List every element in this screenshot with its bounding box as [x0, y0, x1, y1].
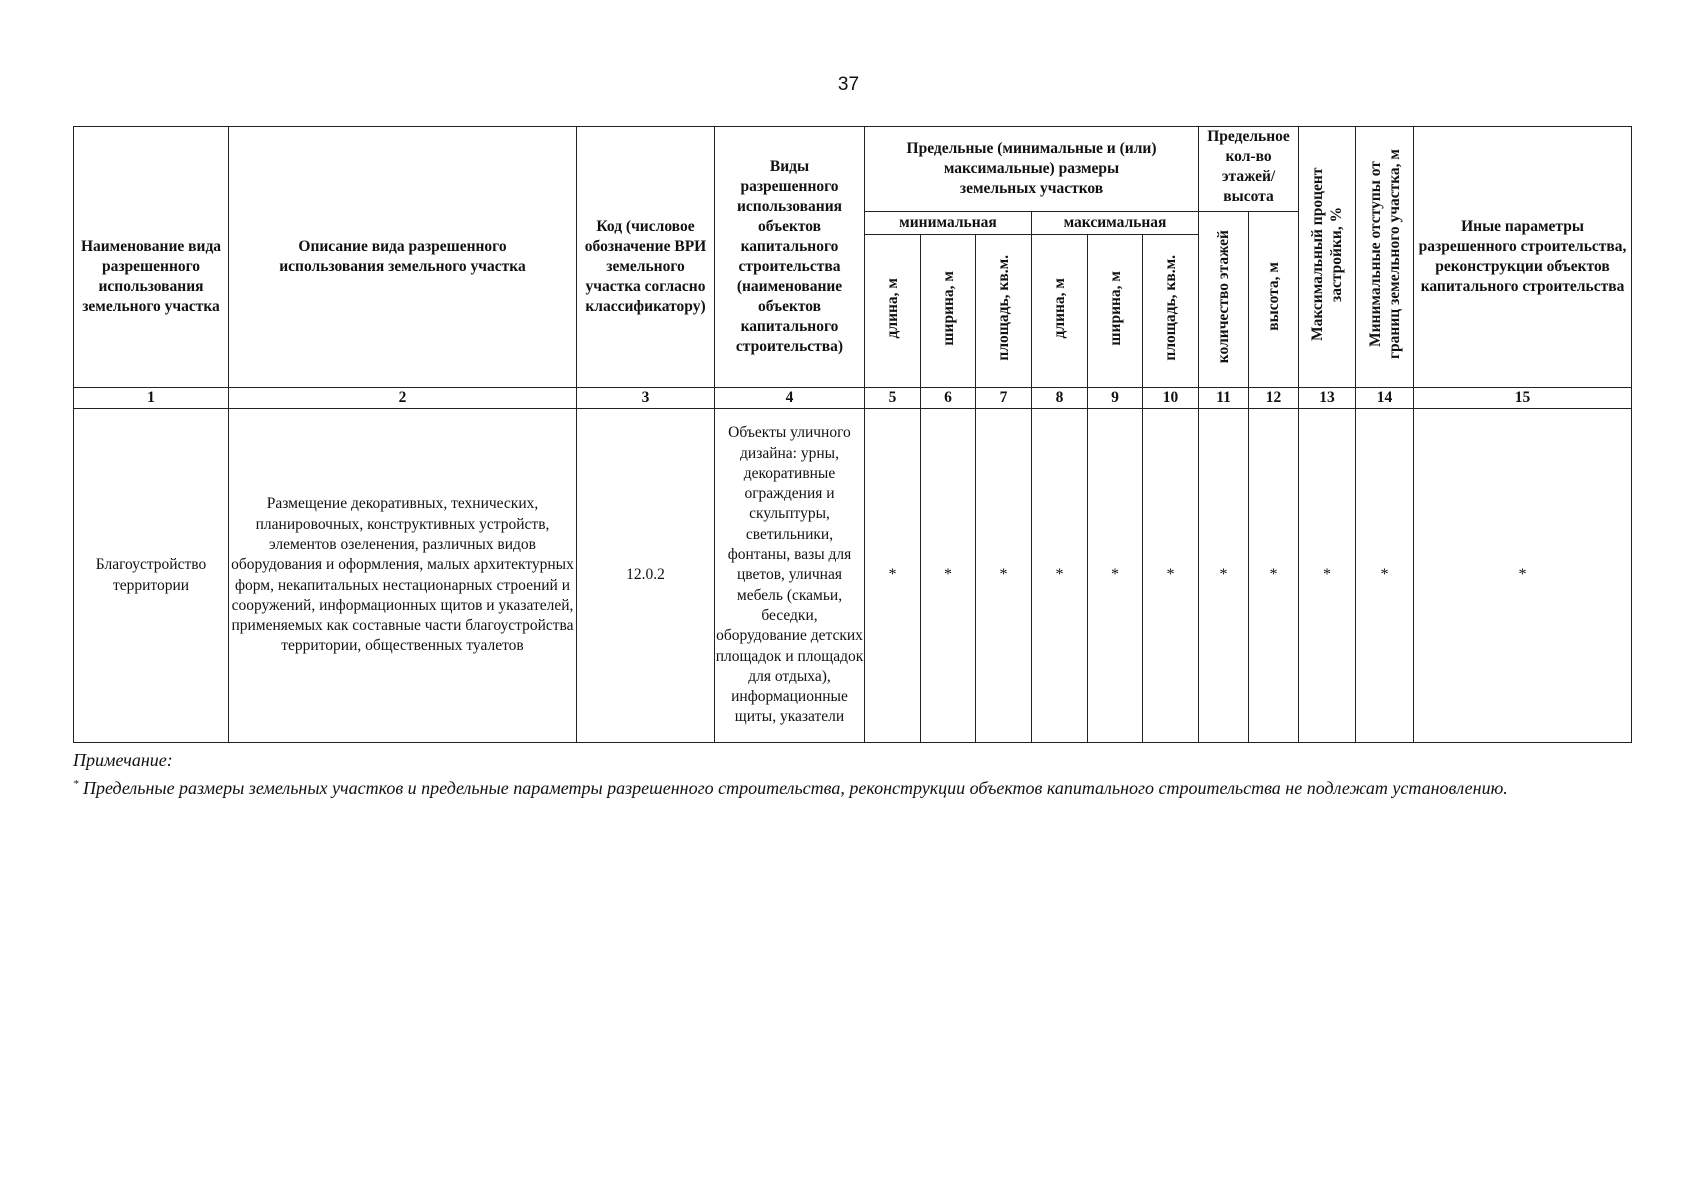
- header-name: Наименование вида разрешенного использования земельного участка: [74, 127, 229, 388]
- header-min-width-text: ширина, м: [939, 270, 957, 346]
- column-number: 15: [1414, 388, 1632, 409]
- header-floors-group: Предельное кол-во этажей/ высота: [1199, 127, 1299, 212]
- column-number: 1: [74, 388, 229, 409]
- header-min-area: [976, 235, 1032, 388]
- note-title: Примечание:: [73, 750, 173, 770]
- header-max-length-text: длина, м: [1051, 277, 1068, 339]
- header-max-width-text: ширина, м: [1106, 270, 1124, 346]
- page-number: 37: [837, 74, 860, 95]
- column-number: 11: [1199, 388, 1249, 409]
- header-minimal: минимальная: [865, 212, 1032, 235]
- cell-height: *: [1249, 409, 1299, 743]
- cell-min-setback: *: [1356, 409, 1414, 743]
- header-limits: Предельные (минимальные и (или) максимальные) размеры земельных участков: [865, 127, 1199, 212]
- cell-kinds: Объекты уличного дизайна: урны, декоративные ограждения и скульптуры, светильники, фонтаны, вазы для цветов, уличная мебель (скамьи, беседки, оборудование детских площадок и площадок для отдыха), информационные щиты, указатели: [715, 409, 865, 743]
- header-floors: [1199, 212, 1249, 388]
- land-use-table: [73, 126, 1632, 743]
- header-description: Описание вида разрешенного использования земельного участка: [229, 127, 577, 388]
- note: [73, 748, 1633, 800]
- cell-description: Размещение декоративных, технических, планировочных, конструктивных устройств, элементов озеленения, различных видов оборудования и оформления, малых архитектурных форм, некапитальных нестационарных строений и сооружений, информационных щитов и указателей, применяемых как составные части благоустройства территории, общественных туалетов: [229, 409, 577, 743]
- column-number: 7: [976, 388, 1032, 409]
- header-min-width: [921, 235, 976, 388]
- header-min-setback-text: Минимальные отступы от границ земельного участка, м: [1366, 149, 1403, 359]
- cell-code: 12.0.2: [577, 409, 715, 743]
- column-number: 12: [1249, 388, 1299, 409]
- column-number: 9: [1088, 388, 1143, 409]
- header-max-width: [1088, 235, 1143, 388]
- header-kinds: Виды разрешенного использования объектов капитального строительства (наименование объектов капитального строительства): [715, 127, 865, 388]
- cell-name: Благоустройство территории: [74, 409, 229, 743]
- header-max-percent: [1299, 127, 1356, 388]
- column-number: 5: [865, 388, 921, 409]
- cell-min-area: *: [976, 409, 1032, 743]
- header-max-length: [1032, 235, 1088, 388]
- header-min-length: [865, 235, 921, 388]
- column-number: 13: [1299, 388, 1356, 409]
- cell-other: *: [1414, 409, 1632, 743]
- header-other: Иные параметры разрешенного строительства, реконструкции объектов капитального строительства: [1414, 127, 1632, 388]
- header-min-length-text: длина, м: [884, 277, 901, 339]
- cell-max-percent: *: [1299, 409, 1356, 743]
- cell-max-area: *: [1143, 409, 1199, 743]
- header-height: [1249, 212, 1299, 388]
- header-floors-text: количество этажей: [1215, 229, 1233, 364]
- column-number-row: [74, 388, 1632, 409]
- cell-max-length: *: [1032, 409, 1088, 743]
- column-number: 3: [577, 388, 715, 409]
- column-number: 2: [229, 388, 577, 409]
- column-number: 14: [1356, 388, 1414, 409]
- column-number: 10: [1143, 388, 1199, 409]
- note-text: Предельные размеры земельных участков и предельные параметры разрешенного строительства, реконструкции объектов капитального строительства не подлежат установлению.: [83, 778, 1508, 798]
- header-min-area-text: площадь, кв.м.: [995, 255, 1012, 361]
- cell-min-length: *: [865, 409, 921, 743]
- header-code: Код (числовое обозначение ВРИ земельного участка согласно классификатору): [577, 127, 715, 388]
- cell-max-width: *: [1088, 409, 1143, 743]
- header-max-area: [1143, 235, 1199, 388]
- header-maximal: максимальная: [1032, 212, 1199, 235]
- note-marker: *: [73, 778, 79, 790]
- column-number: 6: [921, 388, 976, 409]
- cell-min-width: *: [921, 409, 976, 743]
- header-max-area-text: площадь, кв.м.: [1162, 255, 1179, 361]
- header-height-text: высота, м: [1265, 262, 1283, 331]
- column-number: 4: [715, 388, 865, 409]
- header-min-setback: [1356, 127, 1414, 388]
- note-text-line: [73, 772, 1633, 800]
- header-max-percent-text: Максимальный процент застройки, %: [1309, 167, 1346, 341]
- cell-floors: *: [1199, 409, 1249, 743]
- table-row: [74, 409, 1632, 743]
- column-number: 8: [1032, 388, 1088, 409]
